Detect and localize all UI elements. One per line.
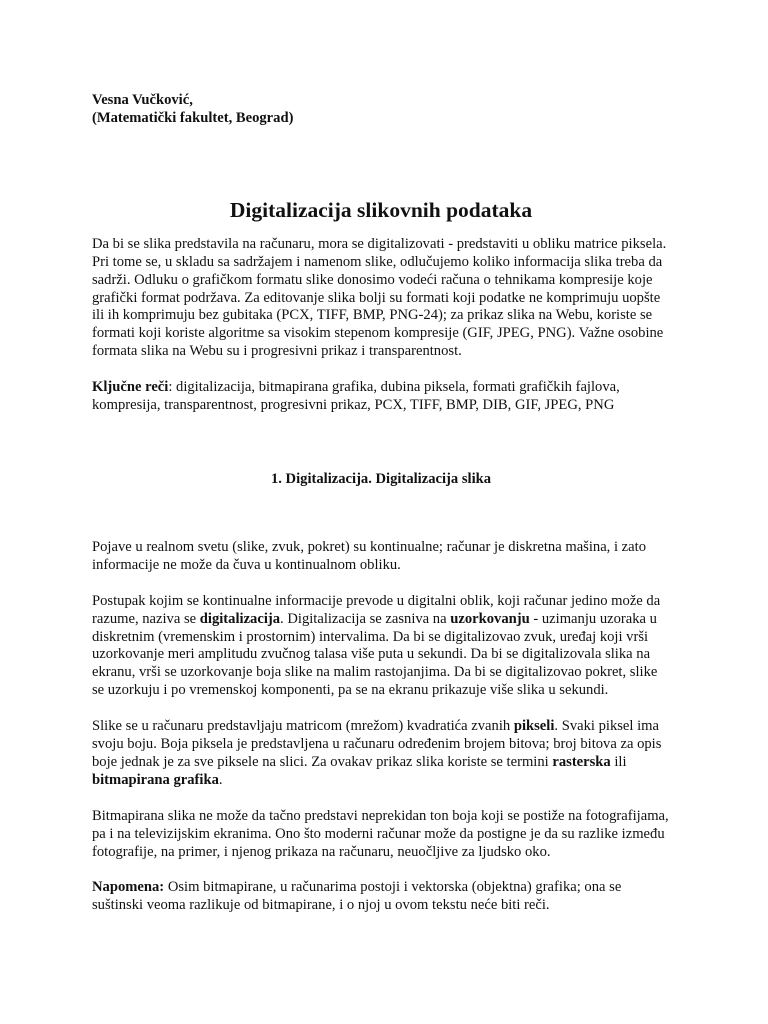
note-text: Osim bitmapirane, u računarima postoji i vektorska (objektna) grafika; ona se suštinski veoma razlikuje od bitmapirane, i o njoj u ovom tekstu neće biti reči. (92, 879, 622, 914)
paragraph-note (92, 879, 670, 915)
keywords-label: Ključne reči (92, 379, 169, 396)
term-bitmapirana-grafika: bitmapirana grafika (92, 771, 219, 788)
text-run: Postupak kojim se kontinualne informacije prevode u digitalni oblik, koji računar jedino može da razume, naziva se (92, 592, 661, 627)
paragraph-pixels (92, 718, 670, 790)
text-run: Slike se u računaru predstavljaju matricom (mrežom) kvadratića zvanih (92, 718, 514, 735)
abstract-paragraph: Da bi se slika predstavila na računaru, mora se digitalizovati - predstaviti u obliku matrice piksela. Pri tome se, u skladu sa sadržajem i namenom slike, odlučujemo koliko informacija slika treba da sadrži. Odluku o grafičkom formatu slike donosimo vodeći računa o tehnikama kompresije koje grafički format podržava. Za editovanje slika bolji su formati koji podatke ne komprimuju uopšte ili ih komprimuju bez gubitaka (PCX, TIFF, BMP, PNG-24); za prikaz slika na Webu, koriste se formati koji koriste algoritme sa visokim stepenom kompresije (GIF, JPEG, PNG). Važne osobine formata slika na Webu su i progresivni prikaz i transparentnost. (92, 235, 667, 360)
paragraph-bitmap-limits: Bitmapirana slika ne može da tačno predstavi neprekidan ton boja koji se postiže na fotografijama, pa i na televizijskim ekranima. Ono što moderni računar može da postigne je da su razlike između fotografije, na primer, i njenog prikaza na računaru, neuočljive za ljudsko oko. (92, 807, 669, 860)
paragraph-continuity: Pojave u realnom svetu (slike, zvuk, pokret) su kontinualne; računar je diskretna mašina, i zato informacije ne može da čuva u kontinualnom obliku. (92, 538, 646, 573)
text-run: . Digitalizacija se zasniva na (280, 610, 451, 627)
keywords-text: : digitalizacija, bitmapirana grafika, dubina piksela, formati grafičkih fajlova, kompresija, transparentnost, progresivni prikaz, PCX, TIFF, BMP, DIB, GIF, JPEG, PNG (92, 379, 620, 414)
paragraph-digitalization (92, 593, 670, 700)
document-page (92, 92, 670, 933)
term-pikseli: pikseli (513, 718, 555, 735)
author-block (92, 92, 670, 128)
author-affiliation: (Matematički fakultet, Beograd) (92, 109, 294, 126)
section-heading: 1. Digitalizacija. Digitalizacija slika (270, 470, 492, 487)
note-label: Napomena: (92, 879, 165, 896)
text-run: . (218, 771, 223, 788)
text-run: ili (610, 753, 627, 770)
keywords-paragraph (92, 379, 670, 415)
term-rasterska: rasterska (552, 753, 611, 770)
document-title: Digitalizacija slikovnih podataka (229, 197, 533, 222)
term-digitalizacija: digitalizacija (199, 610, 281, 627)
text-run: . Svaki piksel ima svoju boju. Boja piksela je predstavljena u računaru određenim brojem bitova; broj bitova za opis boje jednak je za sve piksele na slici. Za ovakav prikaz slika koriste se termini (92, 718, 662, 770)
author-name: Vesna Vučković, (92, 92, 193, 108)
term-uzorkovanju: uzorkovanju (450, 610, 530, 627)
text-run: - uzimanju uzoraka u diskretnim (vremenskim i prostornim) intervalima. Da bi se digitalizovao zvuk, uređaj koji vrši uzorkovanje meri amplitudu zvučnog talasa više puta u sekundi. Da bi se digitalizovala slika na ekranu, vrši se uzorkovanje boja slike na malim rastojanjima. Da bi se digitalizovao pokret, slike se uzorkuju i po vremenskoj komponenti, pa se na ekranu prikazuje više slika u sekundi. (92, 610, 658, 699)
